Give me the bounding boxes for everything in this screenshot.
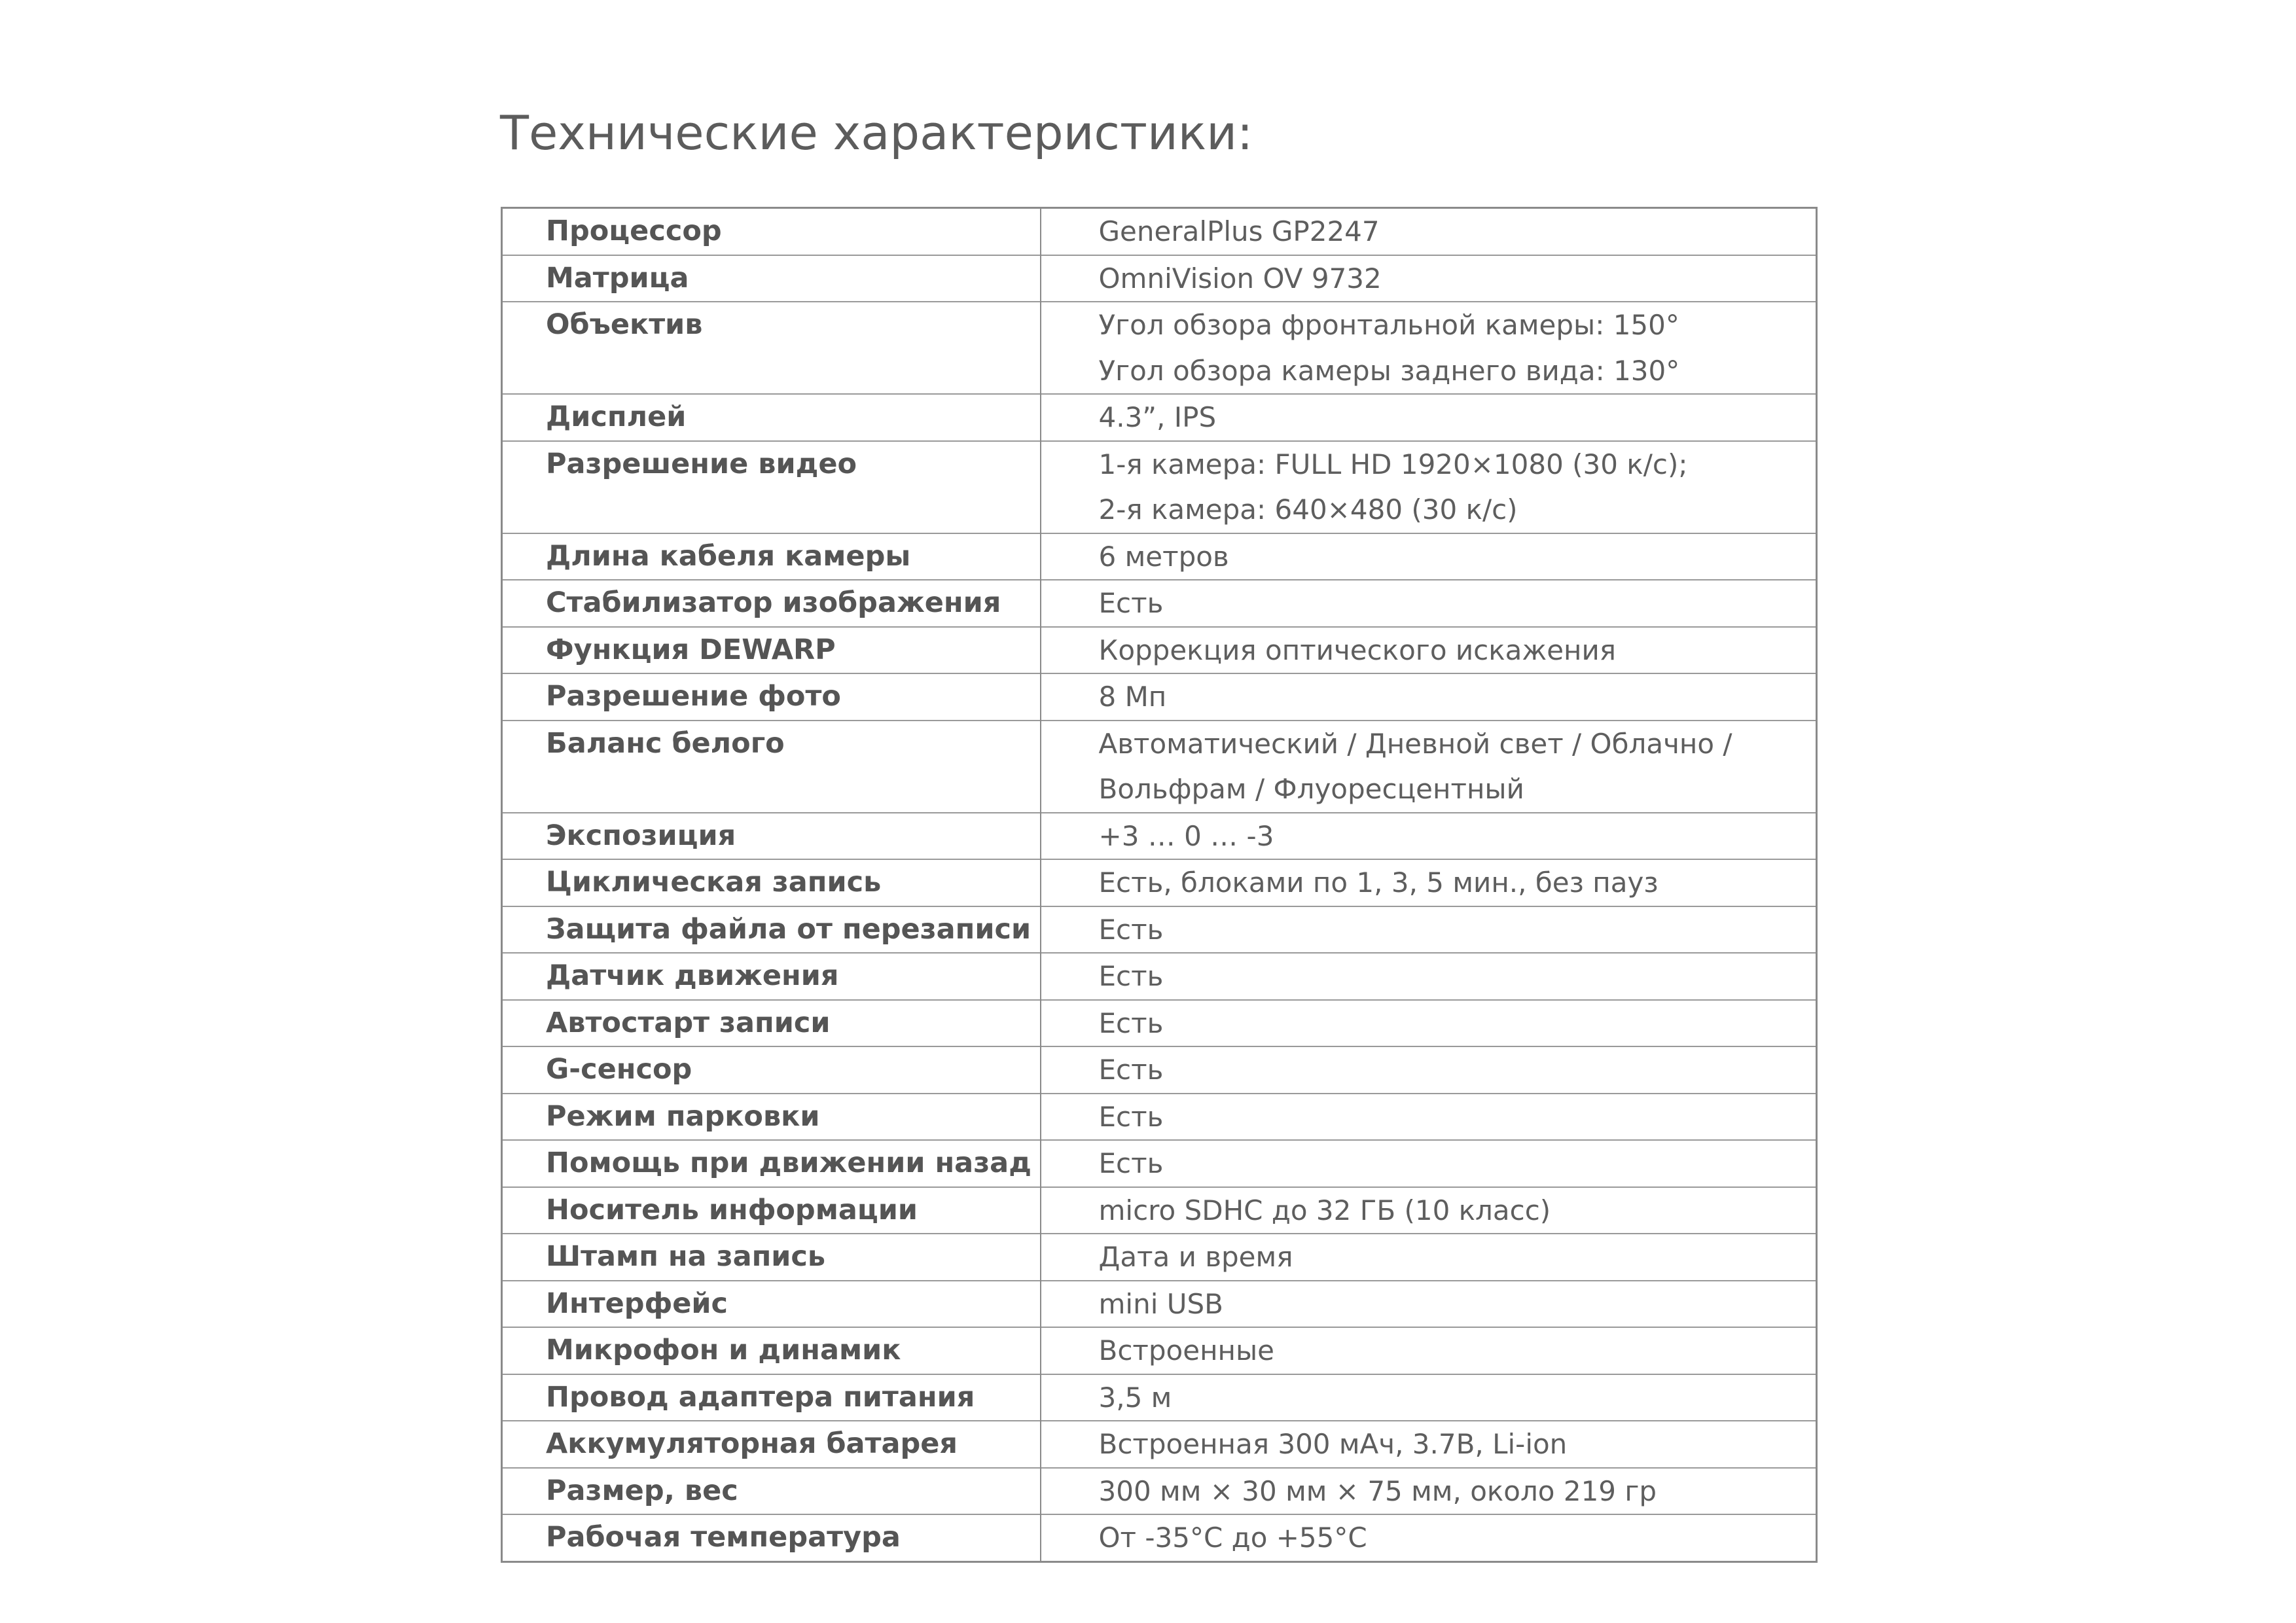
spec-name: Аккумуляторная батарея <box>502 1421 1041 1468</box>
table-row <box>502 1374 1817 1421</box>
spec-value-line: Есть <box>1098 587 1164 619</box>
spec-name: Помощь при движении назад <box>502 1140 1041 1187</box>
table-row <box>502 1281 1817 1328</box>
spec-value <box>1041 627 1817 674</box>
table-row <box>502 627 1817 674</box>
spec-value <box>1041 441 1817 533</box>
spec-value <box>1041 721 1817 813</box>
spec-name: Рабочая температура <box>502 1514 1041 1561</box>
spec-value-line: 2-я камера: 640×480 (30 к/с) <box>1098 493 1518 526</box>
spec-name: Длина кабеля камеры <box>502 533 1041 580</box>
table-row <box>502 533 1817 580</box>
spec-value <box>1041 1234 1817 1281</box>
table-row <box>502 1140 1817 1187</box>
spec-value-line: Автоматический / Дневной свет / Облачно / <box>1098 727 1732 760</box>
spec-value-line: 6 метров <box>1098 540 1229 573</box>
spec-value-line: Вольфрам / Флуоресцентный <box>1098 773 1524 805</box>
table-row <box>502 673 1817 721</box>
table-row <box>502 255 1817 302</box>
spec-value-line: micro SDHC до 32 ГБ (10 класс) <box>1098 1194 1551 1226</box>
table-row <box>502 721 1817 813</box>
spec-value <box>1041 1187 1817 1234</box>
table-row <box>502 1046 1817 1094</box>
spec-name: G-сенсор <box>502 1046 1041 1094</box>
spec-value-line: OmniVision OV 9732 <box>1098 262 1382 294</box>
spec-value-line: +3 … 0 … -3 <box>1098 819 1274 852</box>
spec-table-body <box>502 208 1817 1562</box>
table-row <box>502 1000 1817 1047</box>
spec-name: Датчик движения <box>502 953 1041 1000</box>
page-title: Технические характеристики: <box>500 105 1253 160</box>
table-row <box>502 953 1817 1000</box>
table-row <box>502 813 1817 860</box>
spec-value <box>1041 255 1817 302</box>
spec-value-line: Угол обзора фронтальной камеры: 150° <box>1098 309 1679 341</box>
spec-value-line: Встроенные <box>1098 1334 1274 1366</box>
spec-name: Экспозиция <box>502 813 1041 860</box>
spec-value <box>1041 906 1817 954</box>
spec-name: Дисплей <box>502 394 1041 441</box>
spec-value <box>1041 953 1817 1000</box>
spec-value <box>1041 1094 1817 1141</box>
spec-name: Циклическая запись <box>502 859 1041 906</box>
table-row <box>502 1094 1817 1141</box>
spec-name: Интерфейс <box>502 1281 1041 1328</box>
spec-value-line: 3,5 м <box>1098 1381 1172 1414</box>
spec-value-line: 1-я камера: FULL HD 1920×1080 (30 к/с); <box>1098 448 1688 480</box>
spec-value <box>1041 533 1817 580</box>
spec-value-line: 4.3”, IPS <box>1098 401 1217 433</box>
spec-name: Разрешение видео <box>502 441 1041 533</box>
spec-name: Носитель информации <box>502 1187 1041 1234</box>
spec-value <box>1041 1327 1817 1374</box>
table-row <box>502 906 1817 954</box>
spec-name: Разрешение фото <box>502 673 1041 721</box>
spec-value <box>1041 1514 1817 1561</box>
spec-value-line: Есть <box>1098 1147 1164 1179</box>
spec-name: Провод адаптера питания <box>502 1374 1041 1421</box>
table-row <box>502 1514 1817 1561</box>
spec-value <box>1041 813 1817 860</box>
spec-name: Объектив <box>502 302 1041 394</box>
spec-value <box>1041 580 1817 627</box>
spec-name: Штамп на запись <box>502 1234 1041 1281</box>
table-row <box>502 1187 1817 1234</box>
spec-value-line: GeneralPlus GP2247 <box>1098 215 1380 247</box>
spec-value-line: mini USB <box>1098 1287 1223 1320</box>
spec-value-line: Есть <box>1098 1054 1164 1086</box>
spec-value-line: Есть <box>1098 960 1164 992</box>
table-row <box>502 1234 1817 1281</box>
table-row <box>502 1327 1817 1374</box>
spec-name: Функция DEWARP <box>502 627 1041 674</box>
spec-value <box>1041 673 1817 721</box>
spec-value <box>1041 1374 1817 1421</box>
spec-value-line: От -35°C до +55°C <box>1098 1522 1367 1554</box>
spec-value-line: Дата и время <box>1098 1241 1293 1273</box>
spec-value <box>1041 1140 1817 1187</box>
spec-name: Процессор <box>502 208 1041 255</box>
spec-value <box>1041 302 1817 394</box>
spec-value-line: Есть <box>1098 1100 1164 1133</box>
table-row <box>502 394 1817 441</box>
spec-name: Микрофон и динамик <box>502 1327 1041 1374</box>
spec-value <box>1041 1468 1817 1515</box>
spec-value <box>1041 394 1817 441</box>
spec-name: Матрица <box>502 255 1041 302</box>
spec-value-line: Коррекция оптического искажения <box>1098 633 1617 666</box>
table-row <box>502 1421 1817 1468</box>
table-row <box>502 1468 1817 1515</box>
spec-value-line: 8 Мп <box>1098 681 1167 713</box>
spec-value <box>1041 1046 1817 1094</box>
spec-name: Режим парковки <box>502 1094 1041 1141</box>
spec-value-line: 300 мм × 30 мм × 75 мм, около 219 гр <box>1098 1474 1657 1507</box>
spec-name: Защита файла от перезаписи <box>502 906 1041 954</box>
spec-name: Автостарт записи <box>502 1000 1041 1047</box>
spec-value-line: Есть <box>1098 1007 1164 1039</box>
spec-name: Стабилизатор изображения <box>502 580 1041 627</box>
table-row <box>502 208 1817 255</box>
spec-name: Размер, вес <box>502 1468 1041 1515</box>
spec-value-line: Встроенная 300 мАч, 3.7В, Li-ion <box>1098 1428 1568 1460</box>
spec-value <box>1041 1000 1817 1047</box>
spec-value <box>1041 859 1817 906</box>
spec-value-line: Есть <box>1098 913 1164 946</box>
spec-value <box>1041 1281 1817 1328</box>
spec-value <box>1041 208 1817 255</box>
table-row <box>502 441 1817 533</box>
spec-table <box>501 207 1818 1563</box>
table-row <box>502 302 1817 394</box>
table-row <box>502 580 1817 627</box>
spec-value <box>1041 1421 1817 1468</box>
spec-value-line: Угол обзора камеры заднего вида: 130° <box>1098 354 1680 387</box>
table-row <box>502 859 1817 906</box>
spec-value-line: Есть, блоками по 1, 3, 5 мин., без пауз <box>1098 866 1659 899</box>
spec-name: Баланс белого <box>502 721 1041 813</box>
